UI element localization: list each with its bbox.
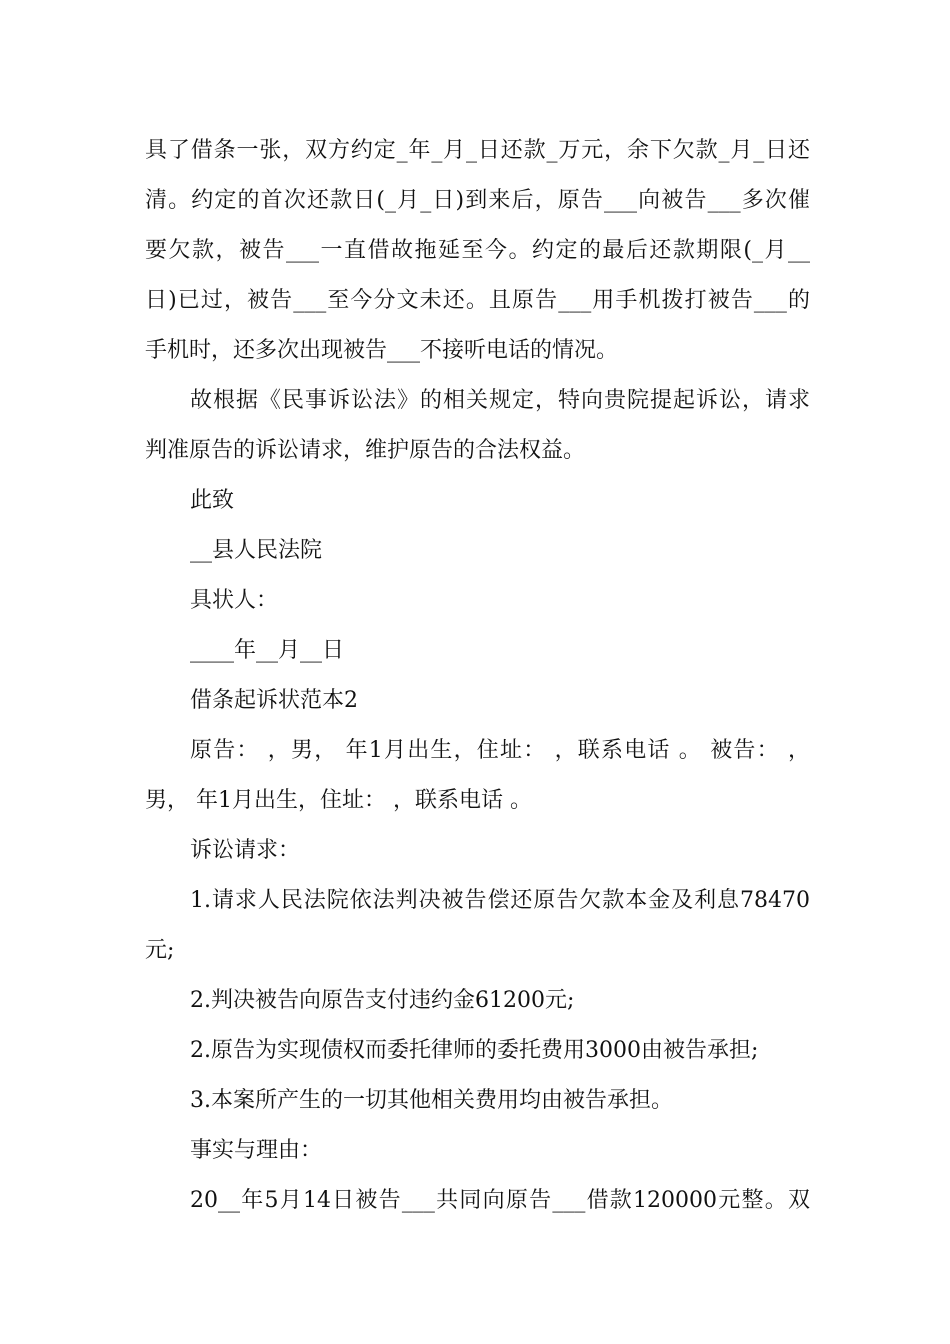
claim-item: 2.原告为实现债权而委托律师的委托费用3000由被告承担; — [190, 1038, 759, 1063]
paragraph-line: 故根据《民事诉讼法》的相关规定，特向贵院提起诉讼，请求 — [190, 388, 810, 413]
court-name: __县人民法院 — [190, 538, 323, 563]
paragraph-line: 男， 年1月出生，住址： ，联系电话 。 — [145, 788, 532, 813]
paragraph-line: 原告： ，男， 年1月出生，住址： ，联系电话 。 被告： ， — [190, 738, 810, 763]
paragraph-line: 日)已过，被告___至今分文未还。且原告___用手机拨打被告___的 — [145, 288, 810, 313]
date-line: ____年__月__日 — [190, 638, 345, 663]
claim-item: 2.判决被告向原告支付违约金61200元; — [190, 988, 575, 1013]
claim-item: 1.请求人民法院依法判决被告偿还原告欠款本金及利息78470 — [190, 888, 810, 913]
paragraph-line: 清。约定的首次还款日(_月_日)到来后，原告___向被告___多次催 — [145, 188, 810, 213]
claim-item: 3.本案所产生的一切其他相关费用均由被告承担。 — [190, 1088, 673, 1113]
salutation: 此致 — [190, 488, 235, 513]
facts-heading: 事实与理由： — [190, 1138, 323, 1163]
paragraph-line: 手机时，还多次出现被告___不接听电话的情况。 — [145, 338, 619, 363]
signer-label: 具状人： — [190, 588, 279, 613]
paragraph-line: 20__年5月14日被告___共同向原告___借款120000元整。双 — [190, 1188, 810, 1213]
claim-item-continued: 元; — [145, 938, 175, 963]
paragraph-line: 判准原告的诉讼请求，维护原告的合法权益。 — [145, 438, 586, 463]
paragraph-line: 要欠款，被告___一直借故拖延至今。约定的最后还款期限(_月__ — [145, 238, 810, 263]
claims-heading: 诉讼请求： — [190, 838, 301, 863]
paragraph-line: 具了借条一张，双方约定_年_月_日还款_万元，余下欠款_月_日还 — [145, 138, 810, 163]
section-title: 借条起诉状范本2 — [190, 688, 358, 713]
